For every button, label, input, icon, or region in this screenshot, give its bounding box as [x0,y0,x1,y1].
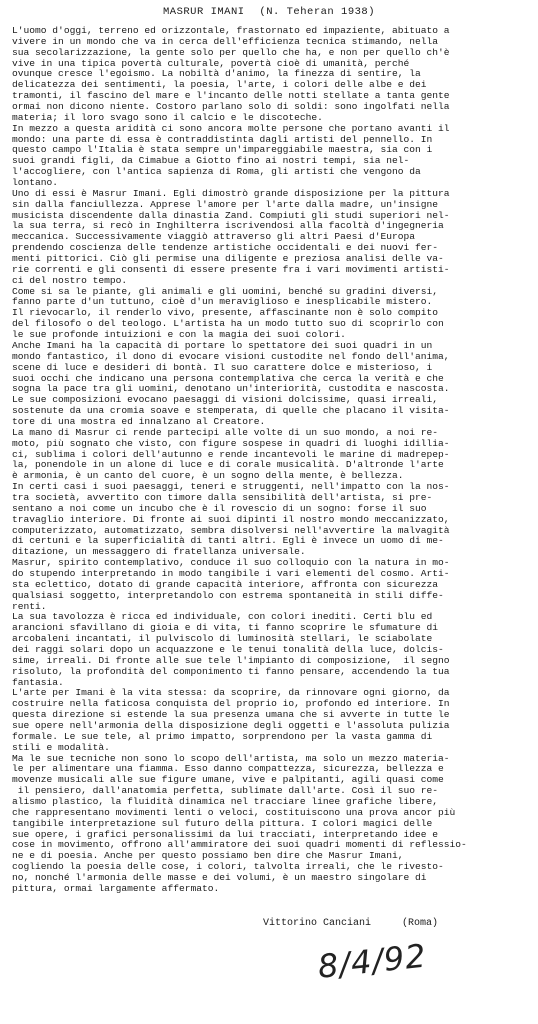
text-line: mondo: una parte di essa è contraddistinta dagli artisti del pennello. In [12,134,433,145]
text-line: risoluto, la profondità del componimento ti fanno pensare, accendendo la tua [12,666,450,677]
text-line: stili e modalità. [12,742,110,753]
text-line: di certuni e la superficialità di tanti altri. Egli è invece un uomo di me- [12,536,444,547]
text-line: l'accogliere, con l'antica sapienza di Roma, gli artisti che vengono da [12,167,421,178]
text-line: vive in una tipica povertà culturale, povertà cioè di umanità, perché [12,58,410,69]
text-line: La sua tavolozza è ricca ed individuale, con colori inediti. Certi blu ed [12,612,433,623]
text-line: computerizzato, automatizzato, sembra disolversi nell'avvertire la malvagità [12,525,450,536]
artist-name: MASRUR IMANI [162,6,245,18]
text-line: il pensiero, dall'anatomia perfetta, sublimate dall'arte. Così il suo re- [12,786,439,797]
text-line: costruire nella faticosa conquista del proprio io, profondo ed interiore. In [12,699,450,710]
text-line: L'uomo d'oggi, terreno ed orizzontale, frastornato ed impaziente, abituato a [12,26,450,36]
text-line: questo campo l'Italia è stata sempre un'impareggiabile maestra, sia con i [12,145,433,156]
text-line: tore di una mostra ed innalzano al Creatore. [12,416,266,427]
text-line: Come si sa le piante, gli animali e gli uomini, benché su gradini diversi, [12,286,439,297]
text-line: arcobaleni incantati, il pulviscolo di luminosità stellari, le sciabolate [12,634,433,645]
text-line: scene di luce e desideri di bontà. Il suo carattere dolce e misterioso, i [12,362,433,373]
text-line: pittura, ormai largamente affermato. [12,883,220,894]
text-line: che rappresentano movimenti lenti o veloci, costituiscono una prova ancor più [12,807,456,818]
text-line: tra società, avvertito con timore dalla sensibilità dell'artista, si pre- [12,492,433,503]
text-line: cogliendo la poesia delle cose, i colori, talvolta irreali, che le rivesto- [12,862,444,873]
text-line: sue opere nell'armonia della disposizione degli oggetti e l'assoluta pulizia [12,721,450,731]
text-line: rie correnti e gli consentì di essere presente fra i vari movimenti artisti- [12,264,450,275]
text-line: suoi grandi figli, da Cimabue a Giotto fino ai nostri tempi, sia nel- [12,156,410,167]
text-line: le per alimentare una fiamma. Esso danno compattezza, sicurezza, bellezza e [12,764,444,775]
text-line: qualsiasi soggetto, interpretandolo con estrema spontaneità in stili diffe- [12,590,444,601]
text-line: In certi casi i suoi paesaggi, teneri e struggenti, nell'impatto con la nos- [12,482,450,493]
text-line: la, ponendole in un alone di luce e di corale musicalità. D'altronde l'arte [12,460,444,471]
handwritten-date: 8/4/92 [316,936,429,986]
text-line: meccanica. Successivamente viaggiò attraverso gli altri Paesi d'Europa [12,232,416,243]
text-line: lontano. [12,178,59,189]
text-line: arancioni sfavillano di gioia e di vita, ti fanno scoprire le sfumature di [12,623,439,634]
text-line: mondo fantastico, il dono di evocare visioni custodite nel fondo dell'anima, [12,351,450,362]
text-line: ditazione, un messaggero di fratellanza universale. [12,547,306,558]
text-line: ne e di poesia. Anche per questo possiamo ben dire che Masrur Imani, [12,851,404,862]
text-line: sua secolarizzazione, la gente solo per quello che ha, e non per quello ch'è [12,47,450,58]
text-line: ovunque cresce l'egoismo. La nobiltà d'animo, la finezza di sentire, la [12,69,421,80]
text-line: Masrur, spirito contemplativo, conduce il suo colloquio con la natura in mo- [12,558,450,569]
text-line: formale. Le sue tele, al primo impatto, sorprendono per la vasta gamma di [12,731,433,742]
text-line: movenze musicali alle sue figure umane, vive e palpitanti, agili quasi come [12,775,444,786]
artist-birth-details: (N. Teheran 1938) [259,6,376,18]
text-line: Anche Imani ha la capacità di portare lo spettatore dei suoi quadri in un [12,340,433,351]
text-line: moto, più sognato che visto, con figure sospese in quadri di luoghi idillia- [12,438,450,449]
text-line: renti. [12,601,47,612]
author-name: Vittorino Canciani [263,918,372,929]
text-line: prendendo coscienza delle tendenze artistiche occidentali e dei nuovi fer- [12,243,439,254]
text-line: le sue profonde intuizioni e con la magia dei suoi colori. [12,330,346,341]
text-line: del filosofo o del teologo. L'artista ha un modo tutto suo di scoprirlo con [12,319,444,330]
text-line: sta eclettico, dotato di grande capacità interiore, affronta con sicurezza [12,579,439,590]
text-line: do stupendo interpretando in modo tangibile i vari elementi del cosmo. Arti- [12,568,450,579]
text-line: suoi occhi che indicano una persona contemplativa che cerca la verità e che [12,373,444,384]
text-line: ci, sublima i colori dell'autunno e rende incantevoli le marine di madrepер- [12,449,450,460]
text-line: fanno parte d'un tuttuno, cioè d'un meraviglioso e inesplicabile mistero. [12,297,433,308]
document-title [0,6,538,18]
text-line: sostenute da una cromia soave e stemperata, di quelle che placano il visita- [12,406,450,417]
text-line: cose in movimento, offrono all'ammiratore dei suoi quadri momenti di reflessio- [12,840,467,851]
text-line: L'arte per Imani è la vita stessa: da scoprire, da rinnovare ogni giorno, da [12,688,450,699]
article-body [12,26,528,895]
text-line: In mezzo a questa aridità ci sono ancora molte persone che portano avanti il [12,123,450,134]
text-line: Ma le sue tecniche non sono lo scopo dell'artista, ma solo un mezzo materia- [12,753,450,764]
text-line: Le sue composizioni evocano paesaggi di visioni dolcissime, quasi irreali, [12,395,439,406]
author-city: (Roma) [402,918,439,929]
text-line: dei raggi solari dopo un acquazzone e le tenui tonalità della luce, dolcis- [12,644,444,655]
text-line: ormai non dicono niente. Costoro parlano solo di soldi: sono ingolfati nella [12,102,450,113]
text-line: delicatezza dei sentimenti, la poesia, l'arte, i colori delle albe e dei [12,80,427,91]
text-line: sin dalla fanciullezza. Apprese l'amore per l'arte dalla madre, un'insigne [12,199,439,210]
text-line: ci del nostro tempo. [12,275,128,286]
text-line: tramonti, il fascino del mare e l'incanto delle notti stellate a tanta gente [12,91,450,102]
text-line: tangibile interpretazione sul futuro della pittura. I colori magici delle [12,818,433,829]
text-line: materia; il loro svago sono il calcio e le discoteche. [12,112,323,123]
text-line: sogna la pace tra gli uomini, denotano un'interiorità, custodita e nascosta. [12,384,450,395]
text-line: questa direzione si estende la sua presenza umana che si avverte in tutte le [12,710,450,721]
text-line: travaglio interiore. Di fronte ai suoi dipinti il nostro mondo meccanizzato, [12,514,450,525]
text-line: sue opere, i grafici personalissimi da lui tracciati, interpretando idee e [12,829,439,840]
text-line: sentano a noi come un incubo che è il rovescio di un sogno: forse il suo [12,503,427,514]
text-line: fantasia. [12,677,64,688]
text-line: è armonia, è un canto del cuore, è un sogno della mente, è bellezza. [12,471,404,482]
text-line: no, nonché l'armonia delle masse e dei volumi, è un maestro singolare di [12,873,427,884]
text-line: Uno di essi è Masrur Imani. Egli dimostrò grande disposizione per la pittura [12,188,450,199]
text-line: la sua terra, si recò in Inghilterra iscrivendosi alla facoltà d'ingegneria [12,221,444,232]
text-line: sime, irreali. Di fronte alle sue tele l'impianto di composizione, il segno [12,655,450,666]
text-line: musicista discendente dalla dinastia Zand. Compiuti gli studi superiori nel- [12,210,450,221]
text-line: Il rievocarlo, il renderlo vivo, presente, affascinante non è solo compito [12,308,439,319]
text-line: La mano di Masrur ci rende partecipi alle volte di un suo mondo, a noi re- [12,427,439,438]
text-line: vivere in un mondo che va in cerca dell'efficienza tecnica stimando, nella [12,36,439,47]
text-line: alismo plastico, la fluidità dinamica nel tracciare linee grafiche libere, [12,797,439,808]
text-line: menti pittorici. Ciò gli permise una diligente e preziosa analisi delle va- [12,254,444,265]
